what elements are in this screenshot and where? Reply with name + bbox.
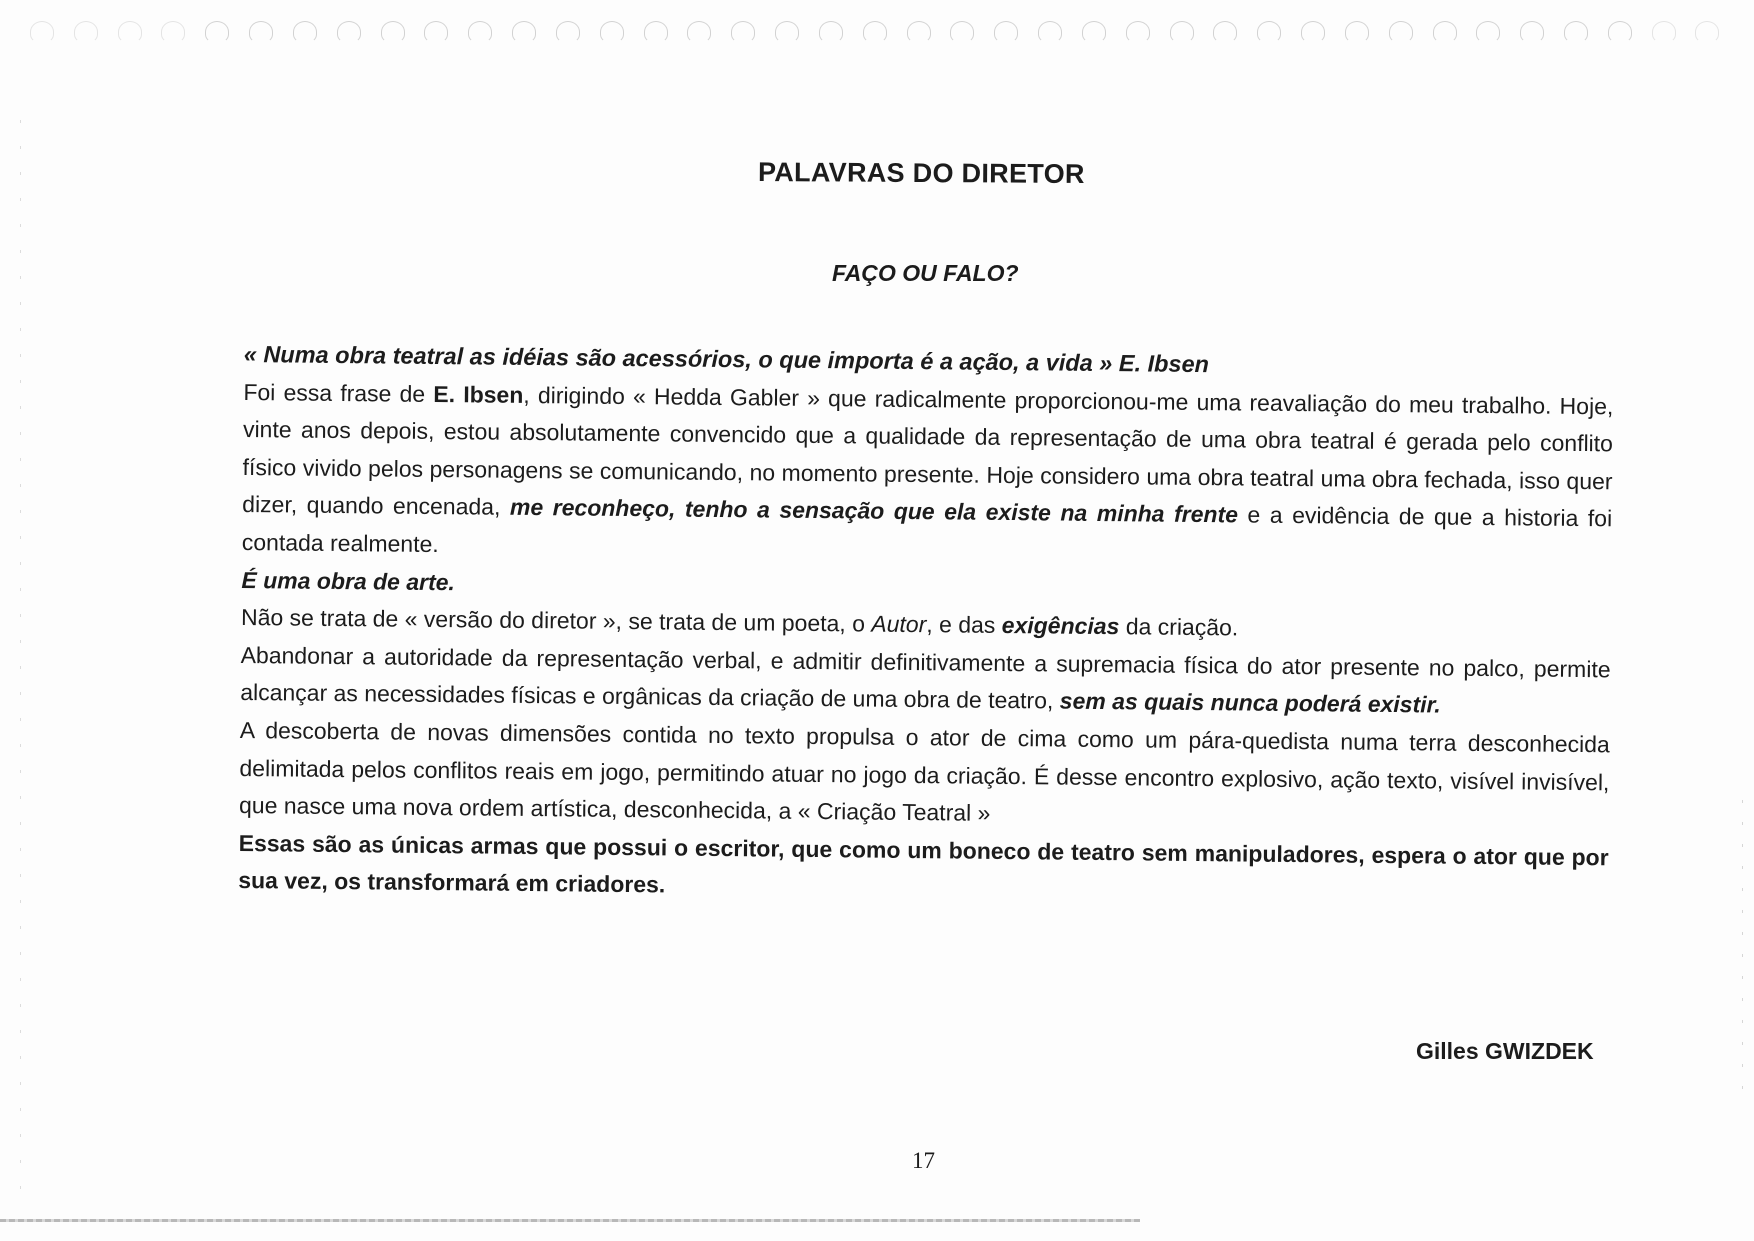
paragraph-closing: Essas são as únicas armas que possui o escritor, que como um boneco de teatro sem manipuladores, espera o ator que por sua vez, os transformará em criadores. <box>238 829 1609 898</box>
binding-hole <box>381 21 405 43</box>
paragraph-text: Não se trata de « versão do diretor », se trata de um poeta, o <box>240 604 872 637</box>
binding-hole <box>1476 21 1500 43</box>
binding-hole <box>424 21 448 43</box>
paragraph-obra-de-arte: É uma obra de arte. <box>241 566 456 595</box>
binding-hole <box>775 21 799 43</box>
scan-speckle-left <box>20 120 21 1200</box>
paragraph-abandonar <box>240 637 1611 727</box>
binding-hole <box>161 21 185 43</box>
binding-hole <box>1608 21 1632 43</box>
emphasis-exigencias: exigências <box>1001 612 1120 640</box>
binding-hole <box>1126 21 1150 43</box>
binding-hole <box>1257 21 1281 43</box>
emphasis-autor: Autor <box>871 610 927 638</box>
binding-hole <box>512 21 536 43</box>
paragraph-ibsen <box>242 374 1614 576</box>
binding-hole <box>1433 21 1457 43</box>
binding-hole <box>1652 21 1676 43</box>
binding-hole <box>731 21 755 43</box>
page-subtitle: FAÇO OU FALO? <box>832 260 1019 286</box>
binding-hole <box>1170 21 1194 43</box>
binding-hole <box>468 21 492 43</box>
binding-hole <box>1082 21 1106 43</box>
binding-hole <box>994 21 1018 43</box>
scan-edge-line <box>0 1219 1140 1222</box>
binding-hole <box>30 21 54 43</box>
paragraph-text: da criação. <box>1119 613 1239 641</box>
paragraph-text: e a evidência de que a historia foi contada realmente. <box>241 501 1613 558</box>
binding-hole <box>118 21 142 43</box>
emphasis-text: me reconheço, tenho a sensação que ela existe na minha frente <box>509 494 1239 528</box>
binding-hole <box>907 21 931 43</box>
binding-hole <box>819 21 843 43</box>
binding-hole <box>556 21 580 43</box>
article-body <box>238 336 1614 914</box>
binding-hole <box>863 21 887 43</box>
binding-hole <box>1695 21 1719 43</box>
binding-hole-marks <box>30 14 1720 50</box>
binding-hole <box>205 21 229 43</box>
paragraph-descoberta: A descoberta de novas dimensões contida no texto propulsa o ator de cima como um pára-quedista numa terra desconhecida delimitada pelos conflitos reais em jogo, permitindo atuar no jogo da criação. É desse encontro explosivo, ação texto, visível invisível, que nasce uma nova ordem artística, desconhecida, a « Criação Teatral » <box>238 716 1610 826</box>
paragraph-text: Foi essa frase de <box>243 378 434 407</box>
binding-hole <box>1213 21 1237 43</box>
binding-hole <box>644 21 668 43</box>
signature: Gilles GWIZDEK <box>1416 1038 1594 1064</box>
binding-hole <box>1038 21 1062 43</box>
binding-hole <box>337 21 361 43</box>
binding-hole <box>293 21 317 43</box>
emphasis-text: sem as quais nunca poderá existir. <box>1059 687 1441 718</box>
binding-hole <box>687 21 711 43</box>
binding-hole <box>249 21 273 43</box>
epigraph-quote: « Numa obra teatral as idéias são acessórios, o que importa é a ação, a vida » E. Ibsen <box>243 340 1210 378</box>
scan-speckle-right <box>1742 800 1743 1100</box>
page-title: PALAVRAS DO DIRETOR <box>757 157 1085 189</box>
paragraph-text: , dirigindo « Hedda Gabler » que radicalmente proporcionou-me uma reavaliação do meu trabalho. Hoje, vinte anos depois, estou absolutamente convencido que a qualidade da representação de uma obra teatral é gerada pelo conflito físico vivido pelos personagens se comunicando, no momento presente. Hoje considero uma obra teatral uma obra fechada, isso quer dizer, quando encenada, <box>242 381 1614 521</box>
binding-hole <box>1389 21 1413 43</box>
binding-hole <box>1301 21 1325 43</box>
binding-hole <box>950 21 974 43</box>
page-number: 17 <box>912 1148 935 1173</box>
binding-hole <box>1345 21 1369 43</box>
author-name-ibsen: E. Ibsen <box>433 380 524 408</box>
binding-hole <box>600 21 624 43</box>
binding-hole <box>1564 21 1588 43</box>
paragraph-text: Abandonar a autoridade da representação verbal, e admitir definitivamente a supremacia física do ator presente no palco, permite alcançar as necessidades físicas e orgânicas da criação de uma obra de teatro, <box>240 641 1611 714</box>
paragraph-text: , e das <box>926 611 1002 639</box>
binding-hole <box>1520 21 1544 43</box>
binding-hole <box>74 21 98 43</box>
